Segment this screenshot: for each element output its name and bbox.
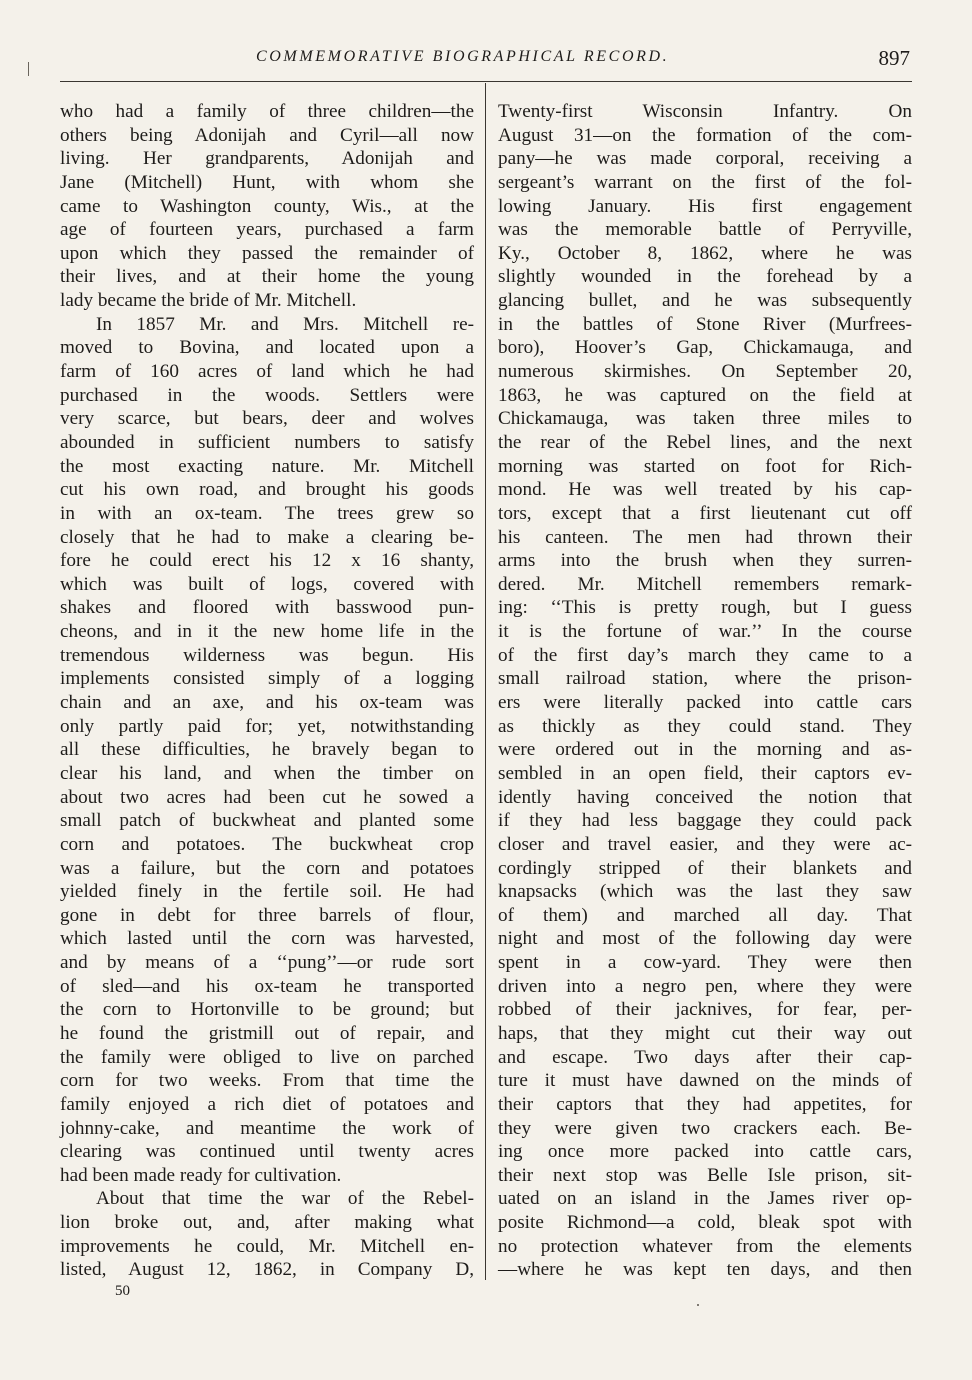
text-line: uated on an island in the James river op- (498, 1188, 912, 1210)
text-line: of them) and marched all day. That (498, 904, 912, 926)
text-line: driven into a negro pen, where they were (498, 975, 912, 997)
text-line: spent in a cow-yard. They were then (498, 952, 912, 974)
text-line: was a failure, but the corn and potatoes (60, 857, 474, 879)
text-line: very scarce, but bears, deer and wolves (60, 408, 474, 430)
text-line: their captors that they had appetites, for (498, 1093, 912, 1115)
text-line: robbed of their jacknives, for fear, per- (498, 999, 912, 1021)
text-line: clearing was continued until twenty acres (60, 1141, 474, 1163)
text-line: were ordered out in the morning and as- (498, 739, 912, 761)
text-line: ers were literally packed into cattle cars (498, 692, 912, 714)
text-line: mond. He was well treated by his cap- (498, 479, 912, 501)
text-line: tors, except that a first lieutenant cut off (498, 502, 912, 524)
text-line: dered. Mr. Mitchell remembers remark- (498, 573, 912, 595)
text-line: came to Washington county, Wis., at the (60, 195, 474, 217)
text-line: and by means of a ‘‘pung’’—or rude sort (60, 952, 474, 974)
text-line: pany—he was made corporal, receiving a (498, 148, 912, 170)
text-line: who had a family of three children—the (60, 101, 474, 122)
text-line: glancing bullet, and he was subsequently (498, 290, 912, 312)
text-line: boro), Hoover’s Gap, Chickamauga, and (498, 337, 912, 359)
text-line: lion broke out, and, after making what (60, 1212, 474, 1234)
text-line: numerous skirmishes. On September 20, (498, 361, 912, 383)
text-line: corn for two weeks. From that time the (60, 1070, 474, 1092)
text-line: lady became the bride of Mr. Mitchell. (60, 290, 357, 312)
running-title: COMMEMORATIVE BIOGRAPHICAL RECORD. (256, 48, 670, 65)
margin-mark (28, 62, 29, 76)
text-line: their lives, and at their home the young (60, 266, 474, 288)
text-line: chain and an axe, and his ox-team was (60, 692, 474, 714)
text-line: night and most of the following day were (498, 928, 912, 950)
text-line: his canteen. The men had thrown their (498, 526, 912, 548)
text-line: it is the fortune of war.’’ In the course (498, 621, 912, 643)
right-column (498, 100, 912, 1282)
text-line: shakes and floored with basswood pun- (60, 597, 474, 619)
text-line: if they had less baggage they could pack (498, 810, 912, 832)
text-line: he found the gristmill out of repair, and (60, 1022, 474, 1044)
text-line: upon which they passed the remainder of (60, 242, 474, 264)
page-number: 897 (878, 46, 910, 70)
column-divider (485, 83, 486, 1280)
text-line: which lasted until the corn was harvested, (60, 928, 474, 950)
text-line: improvements he could, Mr. Mitchell en- (60, 1235, 474, 1257)
text-line: sergeant’s warrant on the first of the fol- (498, 171, 912, 193)
text-line: in the battles of Stone River (Murfrees- (498, 313, 912, 335)
text-line: cordingly stripped of their blankets and (498, 857, 912, 879)
text-line: all these difficulties, he bravely began to (60, 739, 474, 761)
text-line: idently having conceived the notion that (498, 786, 912, 808)
print-speck (697, 1304, 699, 1306)
text-line: posite Richmond—a cold, bleak spot with (498, 1212, 912, 1234)
text-line: no protection whatever from the elements (498, 1235, 912, 1257)
text-line: and escape. Two days after their cap- (498, 1046, 912, 1068)
text-line: the corn to Hortonville to be ground; but (60, 999, 474, 1021)
text-line: closely that he had to make a clearing be- (60, 526, 474, 548)
text-line: Twenty-first Wisconsin Infantry. On (498, 101, 912, 122)
text-line: About that time the war of the Rebel- (96, 1188, 474, 1210)
text-line: morning was started on foot for Rich- (498, 455, 912, 477)
text-line: Jane (Mitchell) Hunt, with whom she (60, 171, 474, 193)
text-line: which was built of logs, covered with (60, 573, 474, 595)
text-line: age of fourteen years, purchased a farm (60, 219, 474, 241)
text-line: their next stop was Belle Isle prison, sit- (498, 1164, 912, 1186)
text-line: family enjoyed a rich diet of potatoes and (60, 1093, 474, 1115)
text-line: arms into the brush when they surren- (498, 550, 912, 572)
text-line: ture it must have dawned on the minds of (498, 1070, 912, 1092)
text-line: abounded in sufficient numbers to satisfy (60, 431, 474, 453)
left-column (60, 100, 474, 1282)
text-line: johnny-cake, and meantime the work of (60, 1117, 474, 1139)
text-line: knapsacks (which was the last they saw (498, 881, 912, 903)
text-line: in with an ox-team. The trees grew so (60, 502, 474, 524)
text-line: clear his land, and when the timber on (60, 762, 474, 784)
text-line: was the memorable battle of Perryville, (498, 219, 912, 241)
text-line: In 1857 Mr. and Mrs. Mitchell re- (96, 313, 474, 335)
text-line: slightly wounded in the forehead by a (498, 266, 912, 288)
page-header (60, 46, 912, 74)
text-line: implements consisted simply of a logging (60, 668, 474, 690)
text-line: Chickamauga, was taken three miles to (498, 408, 912, 430)
text-line: corn and potatoes. The buckwheat crop (60, 833, 474, 855)
text-line: farm of 160 acres of land which he had (60, 361, 474, 383)
text-line: ing: ‘‘This is pretty rough, but I guess (498, 597, 912, 619)
text-line: 1863, he was captured on the field at (498, 384, 912, 406)
text-line: small patch of buckwheat and planted some (60, 810, 474, 832)
text-line: lowing January. His first engagement (498, 195, 912, 217)
text-line: of sled—and his ox-team he transported (60, 975, 474, 997)
text-line: cut his own road, and brought his goods (60, 479, 474, 501)
text-line: only partly paid for; yet, notwithstanding (60, 715, 474, 737)
text-line: the family were obliged to live on parched (60, 1046, 474, 1068)
text-line: listed, August 12, 1862, in Company D, (60, 1259, 474, 1281)
text-line: small railroad station, where the prison- (498, 668, 912, 690)
text-line: others being Adonijah and Cyril—all now (60, 124, 474, 146)
text-line: gone in debt for three barrels of flour, (60, 904, 474, 926)
text-line: yielded finely in the fertile soil. He had (60, 881, 474, 903)
text-line: August 31—on the formation of the com- (498, 124, 912, 146)
signature-mark: 50 (115, 1283, 130, 1299)
text-line: about two acres had been cut he sowed a (60, 786, 474, 808)
text-line: as thickly as they could stand. They (498, 715, 912, 737)
text-line: cheons, and in it the new home life in the (60, 621, 474, 643)
text-line: they were given two crackers each. Be- (498, 1117, 912, 1139)
text-line: ing once more packed into cattle cars, (498, 1141, 912, 1163)
text-line: fore he could erect his 12 x 16 shanty, (60, 550, 474, 572)
text-line: Ky., October 8, 1862, where he was (498, 242, 912, 264)
text-line: the most exacting nature. Mr. Mitchell (60, 455, 474, 477)
header-rule (60, 81, 912, 82)
text-line: —where he was kept ten days, and then (498, 1259, 912, 1281)
text-line: sembled in an open field, their captors ev- (498, 762, 912, 784)
text-line: living. Her grandparents, Adonijah and (60, 148, 474, 170)
text-line: closer and travel easier, and they were ac- (498, 833, 912, 855)
text-line: of the first day’s march they came to a (498, 644, 912, 666)
text-line: haps, that they might cut their way out (498, 1022, 912, 1044)
text-line: purchased in the woods. Settlers were (60, 384, 474, 406)
text-line: moved to Bovina, and located upon a (60, 337, 474, 359)
text-line: tremendous wilderness was begun. His (60, 644, 474, 666)
text-line: had been made ready for cultivation. (60, 1164, 342, 1186)
text-line: the rear of the Rebel lines, and the next (498, 431, 912, 453)
